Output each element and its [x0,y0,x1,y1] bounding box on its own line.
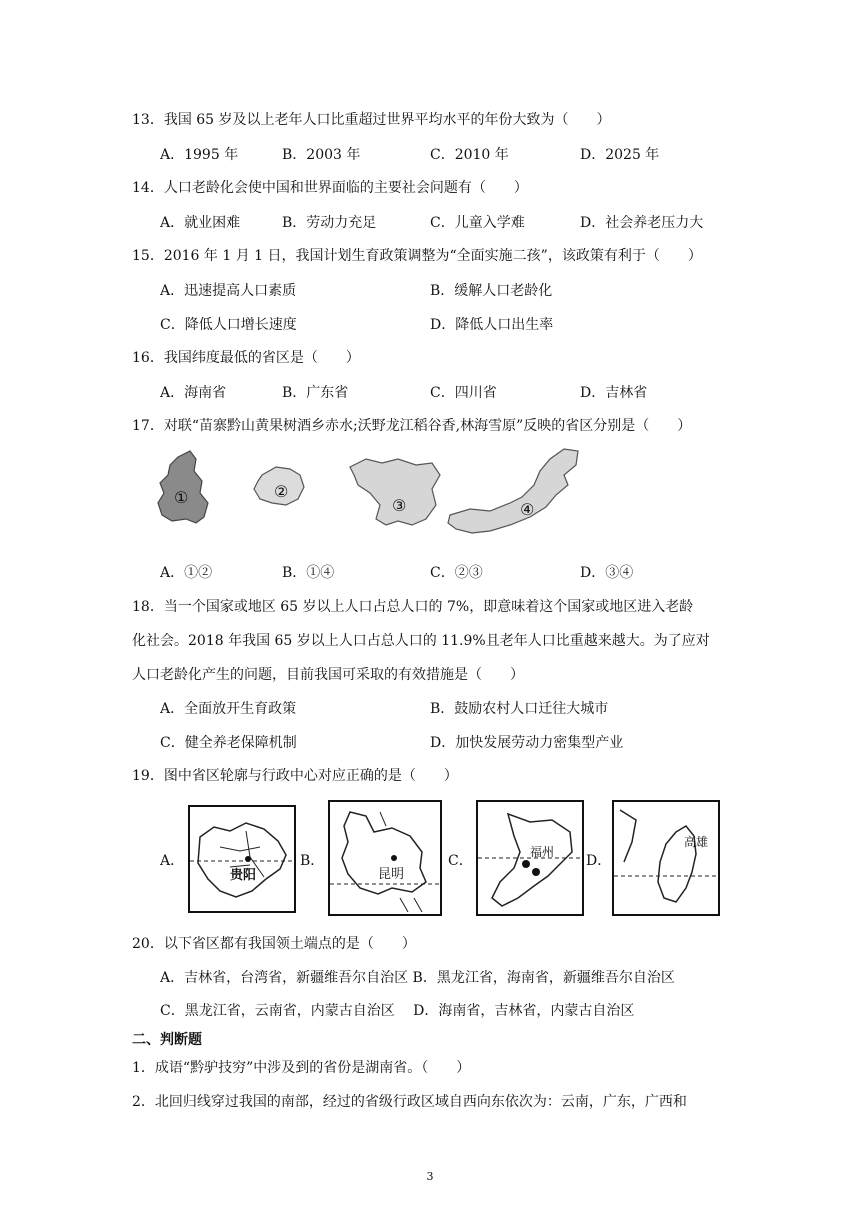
q15-option-a: A．迅速提高人口素质 [160,283,297,299]
q17-option-d: D．③④ [580,565,634,581]
q13-option-d: D．2025 年 [580,147,660,163]
province-label-4: ④ [520,500,535,519]
q16-stem: 16．我国纬度最低的省区是（ ） [132,350,360,366]
q13-option-a: A．1995 年 [160,147,239,163]
city-label-b: 昆明 [378,867,405,882]
city-label-a: 贵阳 [230,868,257,883]
q19-map-a [188,805,296,913]
province-label-1: ① [174,488,189,507]
q19-option-d: D． [586,853,612,869]
q19-option-c: C． [448,853,473,869]
province-label-3: ③ [392,496,407,515]
q15-stem: 15．2016 年 1 月 1 日，我国计划生育政策调整为“全面实施二孩”，该政策有利于（ ） [132,248,702,264]
section-title-judgement: 二、判断题 [132,1032,202,1048]
q14-stem: 14．人口老龄化会使中国和世界面临的主要社会问题有（ ） [132,180,528,196]
q19-option-a: A． [160,853,185,869]
q19-map-d [612,800,720,916]
q19-stem: 19．图中省区轮廓与行政中心对应正确的是（ ） [132,768,458,784]
q15-option-b: B．缓解人口老龄化 [430,283,553,299]
q17-option-c: C．②③ [430,565,483,581]
q15-option-d: D．降低人口出生率 [430,317,554,333]
q20-stem: 20．以下省区都有我国领土端点的是（ ） [132,936,416,952]
q17-option-b: B．①④ [282,565,335,581]
province-outline-1 [158,451,208,523]
q19-map-b [328,800,442,916]
q13-option-b: B．2003 年 [282,147,361,163]
q14-option-d: D．社会养老压力大 [580,215,704,231]
q14-option-c: C．儿童入学难 [430,215,525,231]
province-label-2: ② [274,482,289,501]
judgement-1: 1．成语“黔驴技穷”中涉及到的省份是湖南省。（ ） [132,1060,471,1076]
q14-option-a: A．就业困难 [160,215,241,231]
q18-option-a: A．全面放开生育政策 [160,701,297,717]
q18-stem-line1: 18．当一个国家或地区 65 岁以上人口占总人口的 7%，即意味着这个国家或地区进入老龄 [132,599,694,615]
q16-option-a: A．海南省 [160,385,227,401]
q18-option-b: B．鼓励农村人口迁往大城市 [430,701,609,717]
q18-option-c: C．健全养老保障机制 [160,735,297,751]
province-outline-3 [350,459,440,525]
page-number: 3 [426,1170,434,1183]
q19-map-c [476,800,584,916]
q17-stem: 17．对联“苗寨黔山黄果树酒乡赤水;沃野龙江稻谷香,林海雪原”反映的省区分别是（ ） [132,418,692,434]
province-outline-4 [448,449,578,533]
q16-option-d: D．吉林省 [580,385,648,401]
q14-option-b: B．劳动力充足 [282,215,377,231]
q20-options-ab: A．吉林省，台湾省，新疆维吾尔自治区 B．黑龙江省，海南省，新疆维吾尔自治区 [160,970,675,986]
city-label-c: 福州 [530,845,555,859]
q13-stem: 13．我国 65 岁及以上老年人口比重超过世界平均水平的年份大致为（ ） [132,112,611,128]
province-outlines-figure [150,445,590,550]
q19-option-b: B． [300,853,325,869]
q13-option-c: C．2010 年 [430,147,509,163]
q16-option-b: B．广东省 [282,385,349,401]
q16-option-c: C．四川省 [430,385,497,401]
q20-options-cd: C．黑龙江省，云南省，内蒙古自治区 D．海南省，吉林省，内蒙古自治区 [160,1003,635,1019]
city-label-d: 高雄 [684,835,709,849]
judgement-2: 2．北回归线穿过我国的南部，经过的省级行政区域自西向东依次为：云南，广东，广西和 [132,1094,687,1110]
q18-stem-line2: 化社会。2018 年我国 65 岁以上人口占总人口的 11.9%且老年人口比重越来越大。为了应对 [132,633,710,649]
q18-option-d: D．加快发展劳动力密集型产业 [430,735,624,751]
q18-stem-line3: 人口老龄化产生的问题，目前我国可采取的有效措施是（ ） [132,667,524,683]
q17-option-a: A．①② [160,565,213,581]
q15-option-c: C．降低人口增长速度 [160,317,297,333]
